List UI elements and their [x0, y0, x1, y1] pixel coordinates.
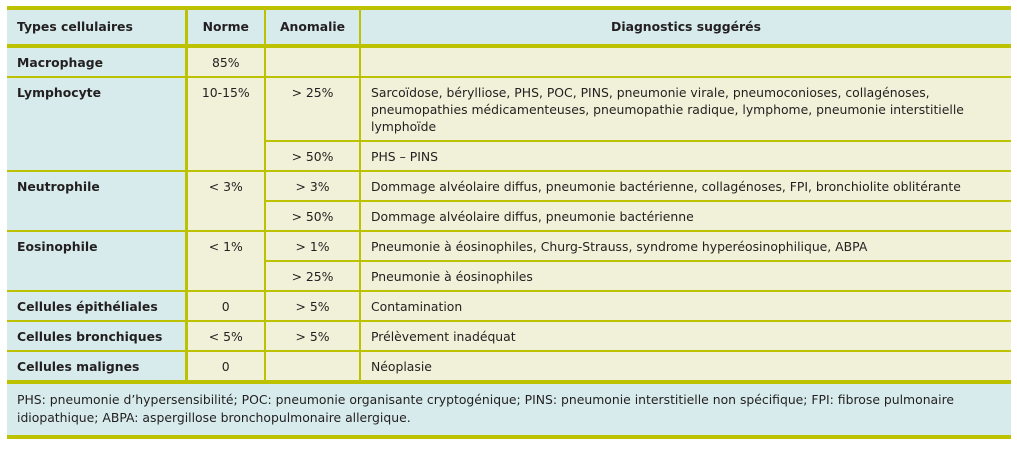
cell-type: Macrophage	[7, 46, 186, 77]
table-row	[7, 46, 1011, 77]
table-row	[7, 351, 1011, 380]
cell-diagnostics: Dommage alvéolaire diffus, pneumonie bactérienne, collagénoses, FPI, bronchiolite oblitérante	[360, 171, 1011, 201]
header-types: Types cellulaires	[7, 10, 186, 46]
table-header-row	[7, 10, 1011, 46]
cell-anomalie: > 5%	[265, 321, 360, 351]
table-row	[7, 77, 1011, 141]
cell-diagnostics: Pneumonie à éosinophiles	[360, 261, 1011, 291]
cell-anomalie: > 25%	[265, 261, 360, 291]
cell-type: Lymphocyte	[7, 77, 186, 171]
cell-diagnostics: Pneumonie à éosinophiles, Churg-Strauss, syndrome hyperéosinophilique, ABPA	[360, 231, 1011, 261]
cell-norme: 0	[186, 351, 265, 380]
cell-anomalie: > 1%	[265, 231, 360, 261]
cell-type: Cellules bronchiques	[7, 321, 186, 351]
cell-norme: < 3%	[186, 171, 265, 231]
table-body	[7, 10, 1011, 380]
cell-types-table	[7, 6, 1011, 439]
table-row	[7, 291, 1011, 321]
cell-anomalie: > 50%	[265, 141, 360, 171]
cell-type: Cellules malignes	[7, 351, 186, 380]
table-row	[7, 321, 1011, 351]
cell-diagnostics: Sarcoïdose, bérylliose, PHS, POC, PINS, pneumonie virale, pneumoconioses, collagénoses, pneumopathies médicamenteuses, pneumopathie radique, lymphome, pneumonie interstitielle lymphoïde	[360, 77, 1011, 141]
header-anomalie: Anomalie	[265, 10, 360, 46]
cell-anomalie: > 5%	[265, 291, 360, 321]
cell-norme: 0	[186, 291, 265, 321]
cell-diagnostics: PHS – PINS	[360, 141, 1011, 171]
header-norme: Norme	[186, 10, 265, 46]
header-diagnostics: Diagnostics suggérés	[360, 10, 1011, 46]
cell-diagnostics: Néoplasie	[360, 351, 1011, 380]
cell-anomalie: > 3%	[265, 171, 360, 201]
table-row	[7, 231, 1011, 261]
cell-diagnostics: Prélèvement inadéquat	[360, 321, 1011, 351]
cell-anomalie: > 25%	[265, 77, 360, 141]
table-row	[7, 171, 1011, 201]
cell-anomalie	[265, 351, 360, 380]
table-rows	[7, 46, 1011, 380]
cell-anomalie	[265, 46, 360, 77]
cell-anomalie: > 50%	[265, 201, 360, 231]
cell-type: Eosinophile	[7, 231, 186, 291]
cell-norme: 85%	[186, 46, 265, 77]
footnote: PHS: pneumonie d’hypersensibilité; POC: pneumonie organisante cryptogénique; PINS: pneumonie interstitielle non spécifique; FPI: fibrose pulmonaire idiopathique; ABPA: aspergillose bronchopulmonaire allergique.	[7, 380, 1011, 435]
cell-type: Cellules épithéliales	[7, 291, 186, 321]
cell-type: Neutrophile	[7, 171, 186, 231]
cell-diagnostics: Contamination	[360, 291, 1011, 321]
cell-diagnostics	[360, 46, 1011, 77]
cell-diagnostics: Dommage alvéolaire diffus, pneumonie bactérienne	[360, 201, 1011, 231]
cell-norme: < 1%	[186, 231, 265, 291]
cell-norme: < 5%	[186, 321, 265, 351]
cell-norme: 10-15%	[186, 77, 265, 171]
